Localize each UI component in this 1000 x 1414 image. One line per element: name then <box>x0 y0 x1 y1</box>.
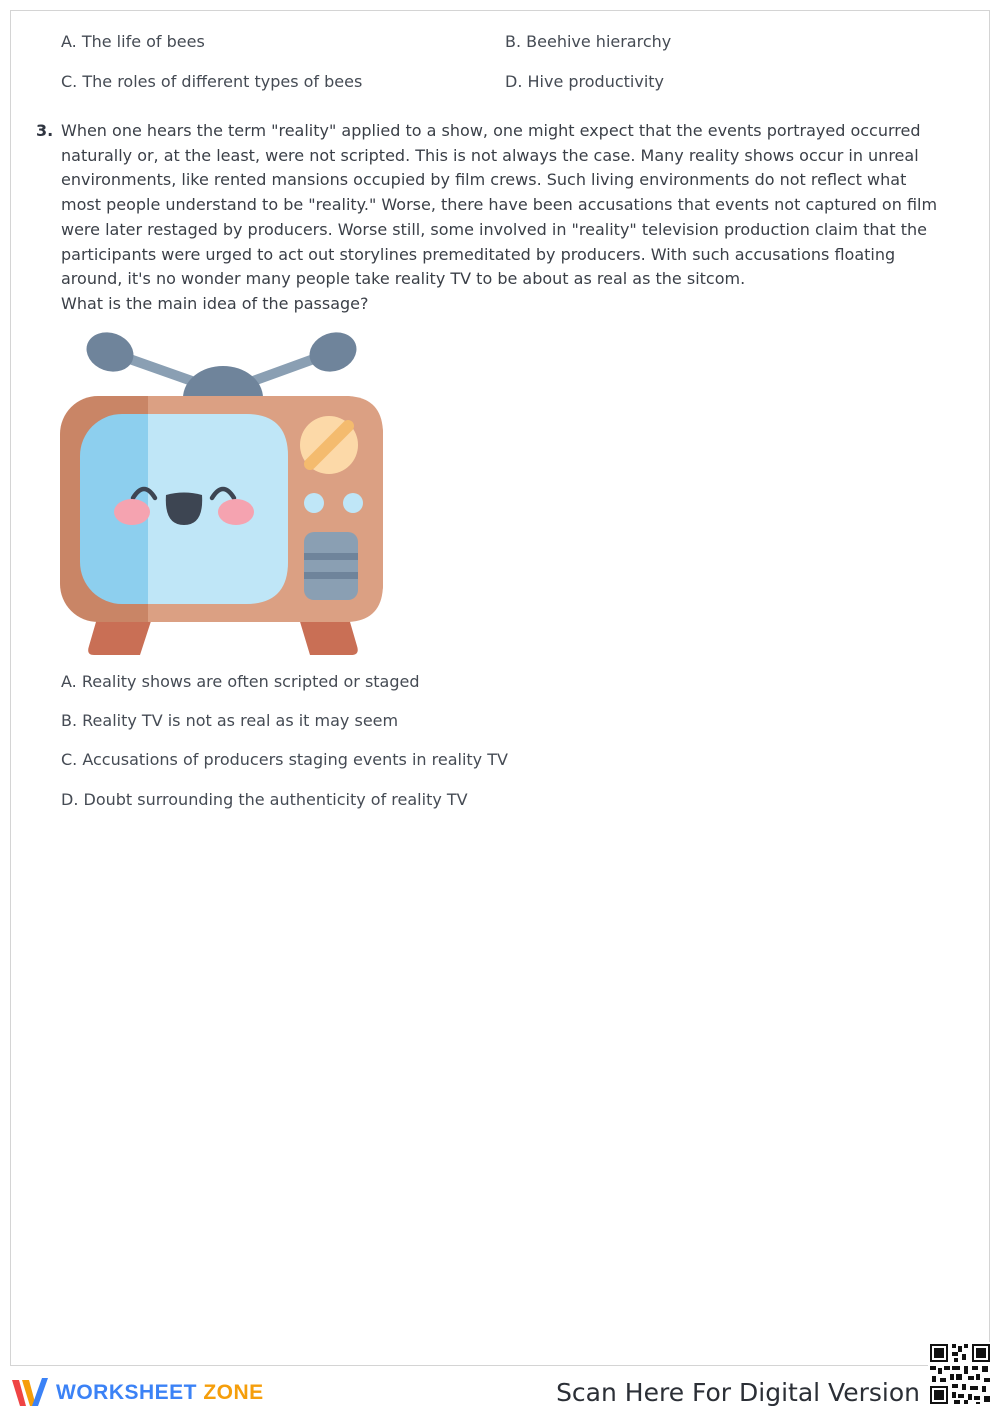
prev-option-c[interactable]: C. The roles of different types of bees <box>61 72 363 91</box>
qr-code-icon[interactable] <box>928 1342 992 1406</box>
question-number: 3. <box>36 121 54 140</box>
scan-text: Scan Here For Digital Version <box>556 1378 920 1407</box>
brand-logo[interactable] <box>10 1375 264 1411</box>
brand-w-icon <box>10 1376 50 1410</box>
option-a[interactable]: A. Reality shows are often scripted or staged <box>61 672 420 691</box>
brand-name: WORKSHEET ZONE <box>56 1381 264 1404</box>
prev-option-d[interactable]: D. Hive productivity <box>505 72 665 91</box>
option-b[interactable]: B. Reality TV is not as real as it may seem <box>61 711 399 730</box>
option-c[interactable]: C. Accusations of producers staging events in reality TV <box>61 750 508 769</box>
option-d[interactable]: D. Doubt surrounding the authenticity of reality TV <box>61 790 468 809</box>
prev-option-a[interactable]: A. The life of bees <box>61 32 205 51</box>
question-prompt: What is the main idea of the passage? <box>61 293 369 313</box>
prev-option-b[interactable]: B. Beehive hierarchy <box>505 32 672 51</box>
retro-tv-icon <box>58 330 388 660</box>
passage-text: When one hears the term "reality" applied to a show, one might expect that the events portrayed occurred naturally or, at the least, were not scripted. This is not always the case. Many reality shows occur in unreal environments, like rented mansions occupied by film crews. Such living environments do not reflect what most people understand to be "reality." Worse, there have been accusations that events not captured on film were later restaged by producers. Worse still, some involved in "reality" television production claim that the participants were urged to act out storylines premeditated by producers. With such accusations floating around, it's no wonder many people take reality TV to be about as real as the sitcom. <box>61 121 938 289</box>
question-passage <box>61 119 951 317</box>
